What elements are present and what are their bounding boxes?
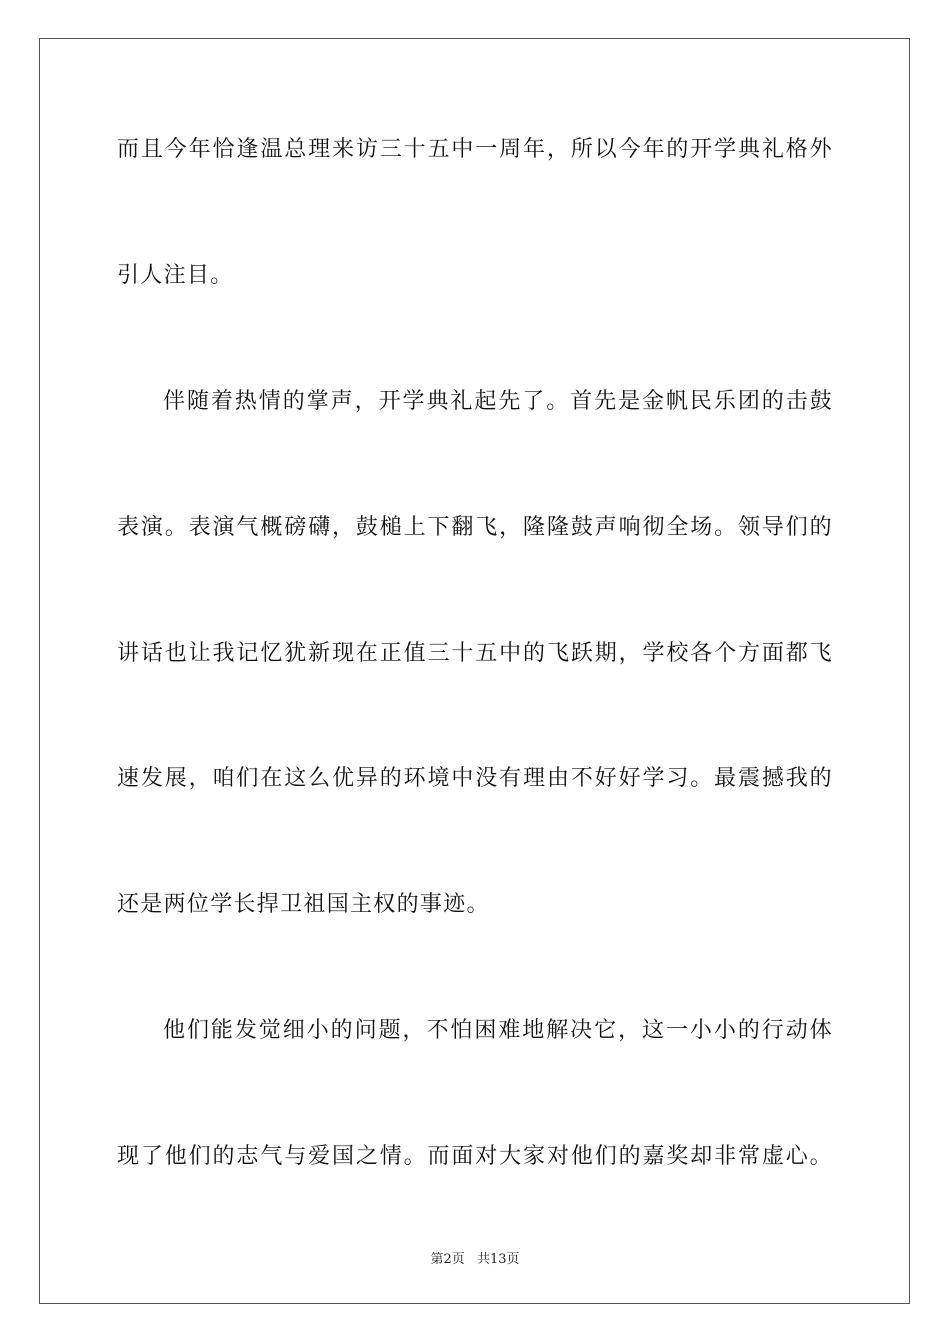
text-line: 速发展，咱们在这么优异的环境中没有理由不好好学习。最震撼我的 [117,766,833,791]
text-line: 还是两位学长捍卫祖国主权的事迹。 [117,892,490,917]
text-line: 现了他们的志气与爱国之情。而面对大家对他们的嘉奖却非常虚心。 [117,1144,833,1169]
paragraph-start-line: 他们能发觉细小的问题，不怕困难地解决它，这一小小的行动体 [163,1018,833,1043]
paragraph-start-line: 伴随着热情的掌声，开学典礼起先了。首先是金帆民乐团的击鼓 [163,389,833,414]
page-border [39,38,910,1304]
text-line: 引人注目。 [117,263,234,288]
text-line: 而且今年恰逢温总理来访三十五中一周年，所以今年的开学典礼格外 [117,137,833,162]
page-total: 共13页 [476,1252,520,1267]
text-line: 讲话也让我记忆犹新现在正值三十五中的飞跃期，学校各个方面都飞 [117,641,833,666]
text-line: 表演。表演气概磅礴，鼓槌上下翻飞，隆隆鼓声响彻全场。领导们的 [117,515,833,540]
page-footer [0,1248,950,1267]
page-number: 第2页 [430,1252,465,1267]
